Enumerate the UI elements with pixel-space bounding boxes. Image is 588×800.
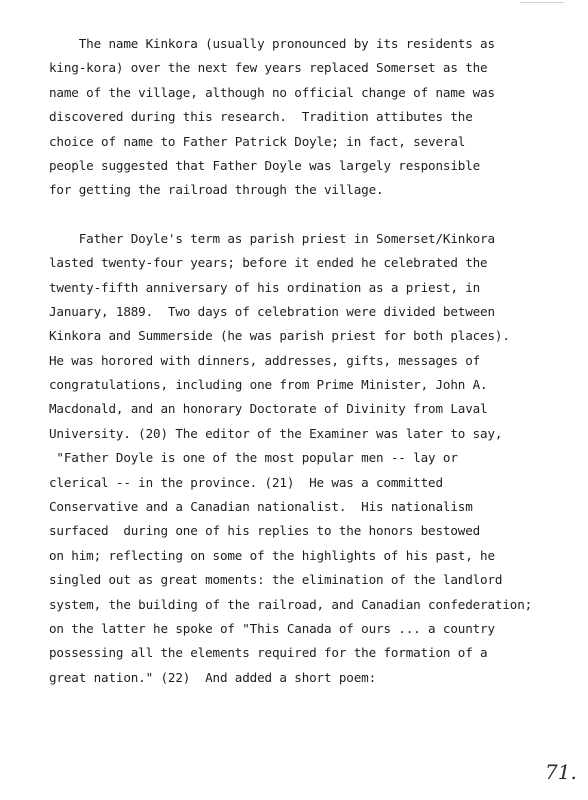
- text-line: surfaced during one of his replies to the honors bestowed: [49, 523, 481, 539]
- text-line: January, 1889. Two days of celebration were divided between: [49, 303, 495, 319]
- text-line: singled out as great moments: the elimination of the landlord: [49, 572, 503, 588]
- paragraph-father-doyle: [49, 227, 549, 690]
- text-line: The name Kinkora (usually pronounced by its residents as: [49, 36, 495, 51]
- handwritten-page-number: 71.: [545, 760, 577, 784]
- text-line: He was horored with dinners, addresses, gifts, messages of: [49, 352, 481, 368]
- paragraph-kinkora-name: [49, 32, 549, 203]
- typescript-body: [49, 32, 549, 690]
- text-line: Conservative and a Canadian nationalist. His nationalism: [49, 499, 473, 515]
- text-line: people suggested that Father Doyle was largely responsible: [49, 157, 481, 173]
- text-line: discovered during this research. Tradition attibutes the: [49, 109, 473, 125]
- text-line: Kinkora and Summerside (he was parish priest for both places).: [49, 328, 510, 344]
- text-line: on the latter he spoke of "This Canada of ours ... a country: [49, 620, 495, 636]
- text-line: for getting the railroad through the village.: [49, 182, 384, 198]
- text-line: system, the building of the railroad, and Canadian confederation;: [49, 596, 533, 612]
- text-line: Macdonald, and an honorary Doctorate of Divinity from Laval: [49, 401, 488, 417]
- text-line: possessing all the elements required for the formation of a: [49, 645, 488, 661]
- text-line: name of the village, although no official change of name was: [49, 84, 495, 100]
- text-line: Father Doyle's term as parish priest in Somerset/Kinkora: [49, 230, 495, 246]
- scan-edge-mark: [520, 2, 564, 3]
- text-line: "Father Doyle is one of the most popular men -- lay or: [49, 450, 458, 466]
- text-line: on him; reflecting on some of the highlights of his past, he: [49, 547, 495, 563]
- text-line: clerical -- in the province. (21) He was a committed: [49, 474, 443, 490]
- text-line: University. (20) The editor of the Examiner was later to say,: [49, 425, 503, 441]
- text-line: great nation." (22) And added a short poem:: [49, 669, 377, 685]
- text-line: twenty-fifth anniversary of his ordination as a priest, in: [49, 279, 481, 295]
- text-line: choice of name to Father Patrick Doyle; in fact, several: [49, 133, 466, 149]
- text-line: lasted twenty-four years; before it ended he celebrated the: [49, 255, 488, 271]
- text-line: king-kora) over the next few years replaced Somerset as the: [49, 60, 488, 76]
- text-line: congratulations, including one from Prime Minister, John A.: [49, 377, 488, 393]
